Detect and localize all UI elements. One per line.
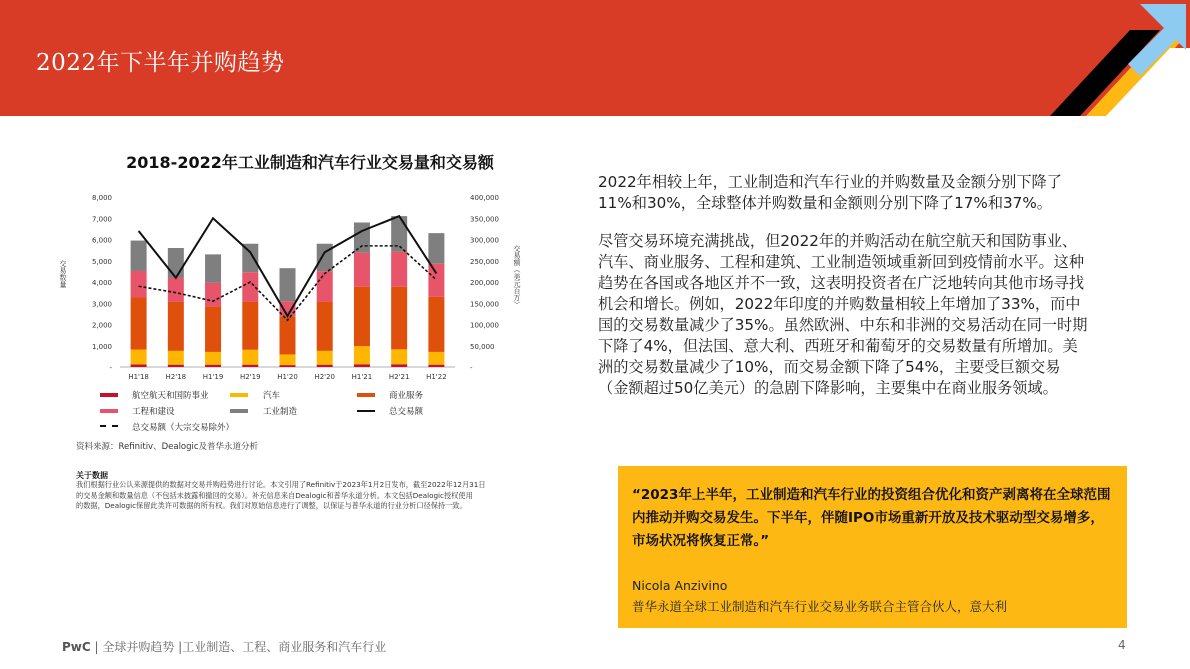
footer xyxy=(62,638,386,655)
bar-auto xyxy=(280,354,296,365)
about-line: 的数据，Dealogic保留此类许可数据的所有权。我们对原始信息进行了调整，以保证与普华永道的行业分析口径保持一致。 xyxy=(76,501,467,510)
bar-aero xyxy=(354,364,370,367)
legend-biz: 商业服务 xyxy=(389,391,424,401)
legend-swatch-auto xyxy=(230,393,248,397)
quote-author-name: Nicola Anzivino xyxy=(632,578,728,593)
bar-auto xyxy=(354,346,370,364)
bar-eng xyxy=(131,271,147,298)
bar-biz xyxy=(131,298,147,350)
bar-ind xyxy=(131,241,147,271)
bar-biz xyxy=(205,306,221,352)
right-tick-label: 150,000 xyxy=(470,300,499,309)
left-tick-label: 6,000 xyxy=(91,236,112,245)
quote-text: “2023年上半年，工业制造和汽车行业的投资组合优化和资产剥离将在全球范围内推动并购交易发生。下半年，伴随IPO市场重新开放及技术驱动型交易增多，市场状况将恢复正常。” xyxy=(632,487,1111,549)
left-tick-label: 3,000 xyxy=(91,300,112,309)
left-tick-label: 7,000 xyxy=(91,215,112,224)
bar-biz xyxy=(391,287,407,350)
legend-swatch-eng xyxy=(100,409,118,413)
bar-auto xyxy=(242,350,258,365)
about-data-title: 关于数据 xyxy=(76,471,108,480)
bar-auto xyxy=(391,349,407,364)
right-tick-label: 200,000 xyxy=(470,279,499,287)
bar-aero xyxy=(280,365,296,367)
bar-ind xyxy=(168,248,184,278)
deal-volume-value-chart xyxy=(50,180,521,390)
bar-eng xyxy=(317,271,333,302)
about-line: 我们根据行业公认来源提供的数据对交易并购趋势进行讨论。本文引用了Refinitiv于2023年1月2日发布，截至2022年12月31日 xyxy=(76,480,486,489)
bar-ind xyxy=(280,268,296,301)
left-tick-label: 8,000 xyxy=(91,194,112,202)
legend-excl: 总交易额（大宗交易除外） xyxy=(132,423,235,433)
bar-biz xyxy=(168,302,184,351)
legend-eng: 工程和建设 xyxy=(132,407,175,417)
about-data-body xyxy=(76,480,546,512)
bar-auto xyxy=(168,351,184,365)
right-axis-title: 交易额（美元百万） xyxy=(513,245,521,308)
right-tick-label: 250,000 xyxy=(470,257,499,266)
legend-swatch-excl xyxy=(100,425,118,427)
bar-biz xyxy=(428,297,444,352)
about-line: 的交易金额和数量信息（不包括未披露和撤回的交易）。补充信息来自Dealogic和普华永道分析。本文包括Dealogic授权使用 xyxy=(76,490,473,500)
chart-title: 2018-2022年工业制造和汽车行业交易量和交易额 xyxy=(126,153,494,172)
bar-eng xyxy=(205,283,221,306)
x-tick-label: H1'20 xyxy=(277,373,298,381)
bar-aero xyxy=(168,365,184,367)
bar-aero xyxy=(317,365,333,367)
bar-auto xyxy=(131,350,147,365)
bar-auto xyxy=(317,351,333,365)
right-tick-label: 100,000 xyxy=(470,321,499,330)
bar-aero xyxy=(131,364,147,367)
x-tick-label: H1'22 xyxy=(426,373,447,381)
x-tick-label: H1'21 xyxy=(351,373,373,381)
detail-paragraph: 尽管交易环境充满挑战，但2022年的并购活动在航空航天和国防事业、汽车、商业服务、工程和建筑、工业制造领域重新回到疫情前水平。这种趋势在各国或各地区并不一致，这表明投资者在广泛地转向其他市场寻找机会和增长。例如，2022年印度的并购数量相较上年增加了33%，而中国的交易数量减少了35%。虽然欧洲、中东和非洲的交易活动在同一时期下降了4%，但法国、意大利、西班牙和葡萄牙的交易数量有所增加。美洲的交易数量减少了10%，而交易金额下降了54%，主要受巨额交易（金额超过50亿美元）的急剧下降影响，主要集中在商业服务领域。 xyxy=(598,232,1088,397)
bar-auto xyxy=(205,352,221,365)
bar-eng xyxy=(168,278,184,302)
summary-paragraph: 2022年相较上年，工业制造和汽车行业的并购数量及金额分别下降了11%和30%，全球整体并购数量和金额则分别下降了17%和37%。 xyxy=(598,173,1062,212)
bar-ind xyxy=(391,216,407,251)
right-tick-label: 300,000 xyxy=(470,236,499,245)
bar-eng xyxy=(428,264,444,297)
left-tick-label: 4,000 xyxy=(91,279,112,287)
pwc-chevron-logo xyxy=(1010,0,1190,116)
page-number: 4 xyxy=(1118,638,1126,652)
bar-biz xyxy=(354,287,370,347)
quote-author-role: 普华永道全球工业制造和汽车行业交易业务联合主管合伙人，意大利 xyxy=(632,599,1008,614)
x-tick-label: H2'21 xyxy=(388,373,410,381)
x-tick-label: H2'20 xyxy=(314,373,336,381)
bar-ind xyxy=(428,233,444,264)
bar-aero xyxy=(428,365,444,367)
bar-ind xyxy=(354,223,370,253)
right-tick-label: 400,000 xyxy=(470,194,499,202)
legend-aero: 航空航天和国防事业 xyxy=(132,391,209,401)
legend-swatch-biz xyxy=(357,393,375,397)
right-tick-label: - xyxy=(470,364,473,372)
legend-ind: 工业制造 xyxy=(263,407,298,417)
legend-swatch-ind xyxy=(230,409,248,413)
bar-aero xyxy=(205,365,221,367)
bar-biz xyxy=(242,302,258,350)
footer-brand: PwC xyxy=(62,640,91,654)
footer-text: | 全球并购趋势 |工业制造、工程、商业服务和汽车行业 xyxy=(90,640,387,654)
bar-aero xyxy=(391,364,407,367)
bar-aero xyxy=(242,365,258,367)
x-tick-label: H2'19 xyxy=(239,373,261,381)
bar-eng xyxy=(391,252,407,287)
x-tick-label: H2'18 xyxy=(165,373,187,381)
bar-ind xyxy=(317,244,333,271)
left-tick-label: - xyxy=(109,364,112,372)
bar-biz xyxy=(280,316,296,354)
bar-eng xyxy=(354,253,370,287)
x-tick-label: H1'18 xyxy=(128,373,149,381)
bar-ind xyxy=(205,254,221,282)
bar-auto xyxy=(428,352,444,365)
page-title: 2022年下半年并购趋势 xyxy=(36,50,285,76)
source-note: 资料来源：Refinitiv、Dealogic及普华永道分析 xyxy=(76,442,259,452)
right-tick-label: 50,000 xyxy=(470,342,495,351)
x-tick-label: H1'19 xyxy=(202,373,224,381)
quote-box xyxy=(618,466,1127,628)
header-banner xyxy=(0,0,1190,116)
left-tick-label: 1,000 xyxy=(91,342,112,351)
left-axis-title: 交易数量 xyxy=(59,260,67,288)
bar-biz xyxy=(317,302,333,351)
legend-total: 总交易额 xyxy=(389,407,424,417)
legend-swatch-total xyxy=(357,410,375,412)
legend-swatch-aero xyxy=(100,393,118,397)
left-tick-label: 5,000 xyxy=(91,257,112,266)
right-tick-label: 350,000 xyxy=(470,215,499,224)
legend-auto: 汽车 xyxy=(263,391,281,401)
left-tick-label: 2,000 xyxy=(91,321,112,330)
